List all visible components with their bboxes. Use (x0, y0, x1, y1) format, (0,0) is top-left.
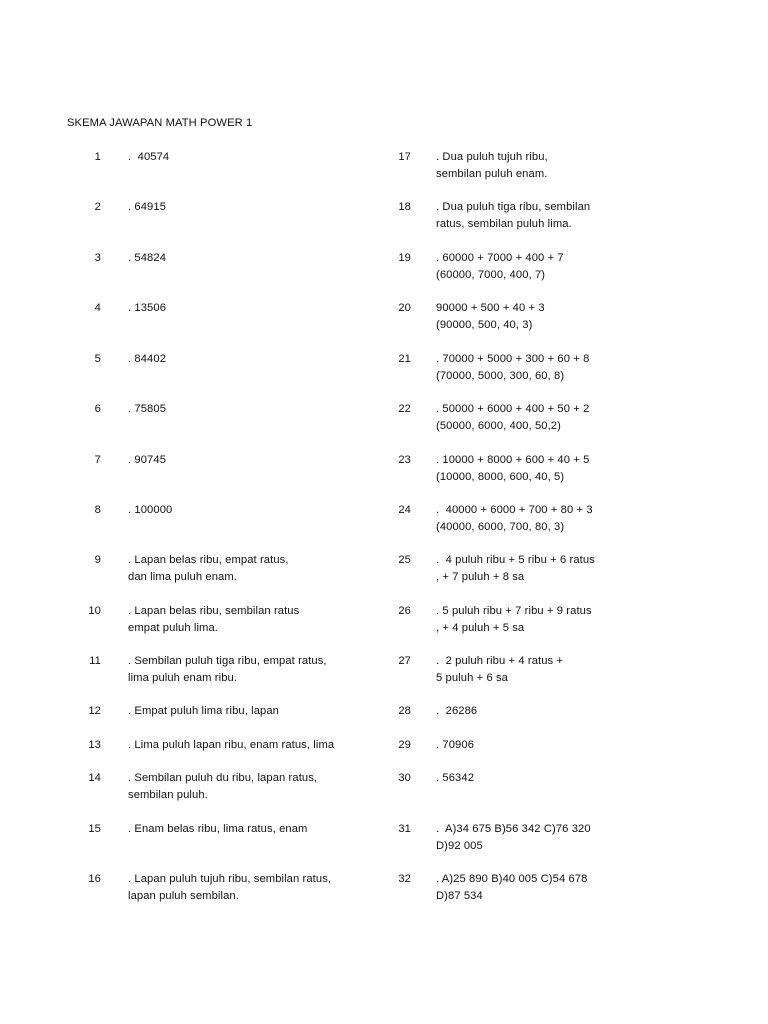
answer-line: sembilan puluh. (128, 789, 208, 801)
answer-line: . 50000 + 6000 + 400 + 50 + 2 (436, 403, 590, 415)
answer-line: . 84402 (128, 353, 167, 365)
answer-line: . 56342 (436, 772, 475, 784)
answer-line: . 4 puluh ribu + 5 ribu + 6 ratus (436, 554, 595, 566)
question-number: 16 (88, 873, 101, 885)
answer-text (128, 871, 331, 905)
question-number: 32 (398, 873, 411, 885)
answer-text (128, 737, 334, 754)
question-number: 14 (88, 772, 101, 784)
answer-line: lima puluh enam ribu. (128, 672, 238, 684)
question-number: 4 (94, 302, 101, 314)
question-number: 20 (398, 302, 411, 314)
answer-line: . 2 puluh ribu + 4 ratus + (436, 655, 564, 667)
answer-line: . Sembilan puluh tiga ribu, empat ratus, (128, 655, 327, 667)
answer-text (436, 149, 548, 183)
answer-text (436, 737, 474, 754)
answer-line: D)92 005 (436, 840, 483, 852)
question-number: 17 (398, 151, 411, 163)
answer-text (128, 703, 279, 720)
question-number: 3 (94, 252, 101, 264)
answer-line: . A)25 890 B)40 005 C)54 678 (436, 873, 588, 885)
answer-line: . 60000 + 7000 + 400 + 7 (436, 252, 564, 264)
answer-line: . 5 puluh ribu + 7 ribu + 9 ratus (436, 605, 592, 617)
answer-line: . 26286 (436, 705, 478, 717)
answer-line: . 40000 + 6000 + 700 + 80 + 3 (436, 504, 593, 516)
answer-text (128, 452, 166, 469)
question-number: 12 (88, 705, 101, 717)
answer-line: . 13506 (128, 302, 167, 314)
question-number: 19 (398, 252, 411, 264)
answer-text (128, 552, 289, 586)
question-number: 30 (398, 772, 411, 784)
answer-text (128, 821, 307, 838)
answer-text (436, 300, 545, 334)
answer-text (128, 770, 317, 804)
page-title: SKEMA JAWAPAN MATH POWER 1 (67, 117, 253, 129)
answer-line: . A)34 675 B)56 342 C)76 320 (436, 823, 591, 835)
answer-text (128, 653, 327, 687)
answer-line: . Lapan belas ribu, empat ratus, (128, 554, 289, 566)
question-number: 2 (94, 201, 101, 213)
answer-text (436, 871, 587, 905)
answer-line: . 54824 (128, 252, 167, 264)
answer-text (128, 351, 166, 368)
answer-text (436, 351, 589, 385)
question-number: 9 (94, 554, 101, 566)
question-number: 7 (94, 454, 101, 466)
answer-line: . 75805 (128, 403, 167, 415)
answer-line: , + 4 puluh + 5 sa (436, 622, 525, 634)
answer-line: (60000, 7000, 400, 7) (436, 269, 546, 281)
answer-line: . Lima puluh lapan ribu, enam ratus, lima (128, 739, 335, 751)
answer-line: . 100000 (128, 504, 173, 516)
answer-line: . Lapan puluh tujuh ribu, sembilan ratus, (128, 873, 332, 885)
answer-line: . 40574 (128, 151, 170, 163)
answer-line: 90000 + 500 + 40 + 3 (436, 302, 545, 314)
answer-text (436, 452, 589, 486)
answer-line: empat puluh lima. (128, 622, 219, 634)
answer-text (128, 603, 299, 637)
answer-text (436, 502, 593, 536)
question-number: 18 (398, 201, 411, 213)
answer-text (436, 821, 591, 855)
question-number: 28 (398, 705, 411, 717)
question-number: 5 (94, 353, 101, 365)
answer-line: . Enam belas ribu, lima ratus, enam (128, 823, 308, 835)
answer-line: . Lapan belas ribu, sembilan ratus (128, 605, 300, 617)
answer-line: 5 puluh + 6 sa (436, 672, 508, 684)
question-number: 25 (398, 554, 411, 566)
answer-line: D)87 534 (436, 890, 483, 902)
answer-text (436, 770, 474, 787)
answer-text (436, 653, 563, 687)
question-number: 6 (94, 403, 101, 415)
answer-line: . Dua puluh tujuh ribu, (436, 151, 548, 163)
answer-line: lapan puluh sembilan. (128, 890, 239, 902)
question-number: 13 (88, 739, 101, 751)
answer-text (436, 552, 595, 586)
answer-line: (70000, 5000, 300, 60, 8) (436, 370, 565, 382)
question-number: 26 (398, 605, 411, 617)
answer-line: (50000, 6000, 400, 50,2) (436, 420, 561, 432)
question-number: 23 (398, 454, 411, 466)
answer-line: . 90745 (128, 454, 167, 466)
answer-line: ratus, sembilan puluh lima. (436, 218, 572, 230)
question-number: 1 (94, 151, 101, 163)
question-number: 21 (398, 353, 411, 365)
answer-text (128, 502, 172, 519)
question-number: 29 (398, 739, 411, 751)
answer-line: (90000, 500, 40, 3) (436, 319, 533, 331)
answer-line: . Dua puluh tiga ribu, sembilan (436, 201, 591, 213)
answer-text (128, 250, 166, 267)
question-number: 11 (89, 655, 101, 667)
answer-text (436, 401, 589, 435)
answer-line: dan lima puluh enam. (128, 571, 237, 583)
answer-text (436, 250, 564, 284)
answer-line: (10000, 8000, 600, 40, 5) (436, 471, 565, 483)
question-number: 8 (94, 504, 101, 516)
answer-text (436, 703, 477, 720)
answer-line: , + 7 puluh + 8 sa (436, 571, 525, 583)
answer-text (128, 149, 169, 166)
answer-line: . Empat puluh lima ribu, lapan (128, 705, 280, 717)
answer-line: . 70906 (436, 739, 475, 751)
question-number: 24 (398, 504, 411, 516)
answer-text (128, 401, 166, 418)
answer-text (436, 199, 590, 233)
answer-text (436, 603, 592, 637)
answer-text (128, 300, 166, 317)
answer-line: . 70000 + 5000 + 300 + 60 + 8 (436, 353, 590, 365)
answer-line: . 10000 + 8000 + 600 + 40 + 5 (436, 454, 590, 466)
answer-text (128, 199, 166, 216)
question-number: 15 (88, 823, 101, 835)
answer-line: . 64915 (128, 201, 167, 213)
answer-line: . Sembilan puluh du ribu, lapan ratus, (128, 772, 318, 784)
answer-line: (40000, 6000, 700, 80, 3) (436, 521, 565, 533)
answer-line: sembilan puluh enam. (436, 168, 548, 180)
question-number: 10 (88, 605, 101, 617)
question-number: 27 (398, 655, 411, 667)
question-number: 31 (398, 823, 411, 835)
question-number: 22 (398, 403, 411, 415)
